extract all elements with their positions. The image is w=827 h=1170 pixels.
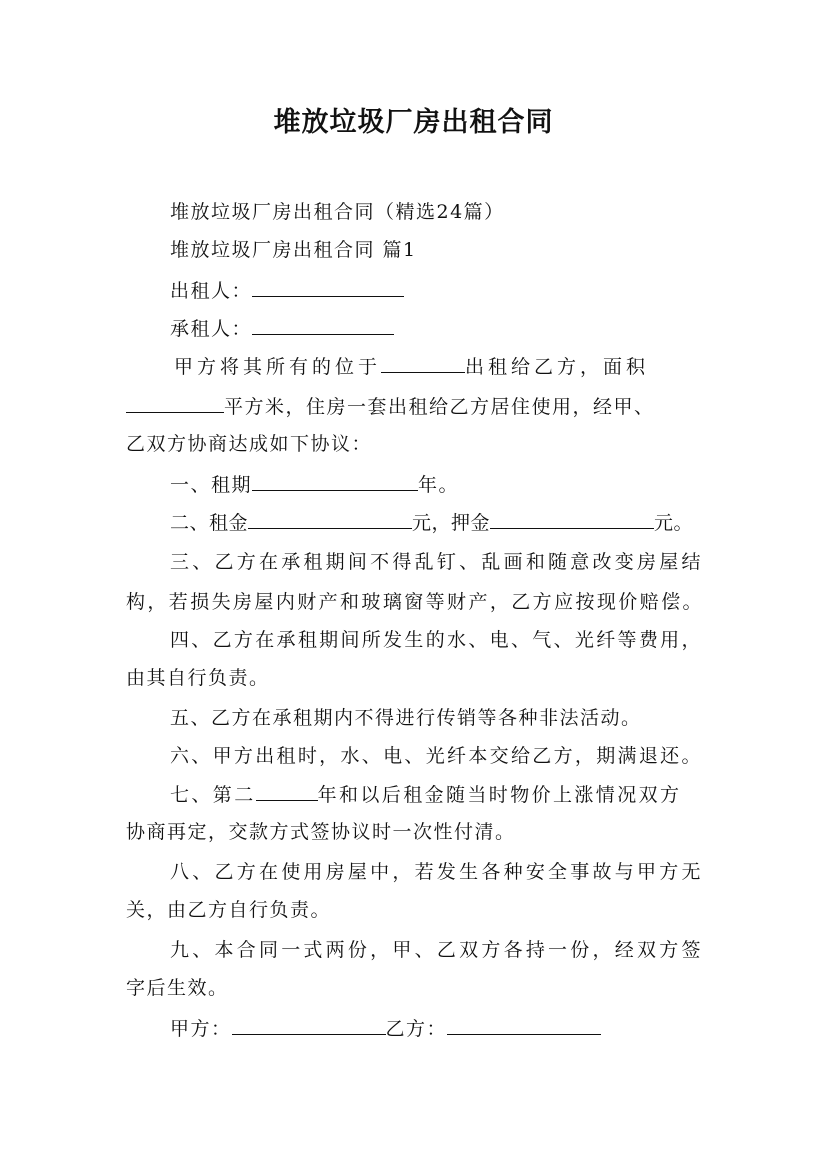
subtitle-line: 堆放垃圾厂房出租合同（精选24篇） — [170, 201, 505, 223]
clause-8-line-2: 关，由乙方自行负责。 — [126, 899, 332, 921]
clause-1-text-b: 年。 — [418, 474, 460, 496]
intro-text-c: 平方米，住房一套出租给乙方居住使用，经甲、 — [224, 396, 655, 418]
lessor-line — [170, 278, 404, 303]
clause-5: 五、乙方在承租期内不得进行传销等各种非法活动。 — [170, 707, 642, 729]
clause-1 — [170, 472, 459, 497]
clause-2 — [170, 510, 693, 535]
clause-4-line-2: 由其自行负责。 — [126, 667, 270, 689]
party-b-signature-blank — [447, 1016, 601, 1035]
location-blank — [381, 354, 465, 373]
clause-3-line-1: 三、乙方在承租期间不得乱钉、乱画和随意改变房屋结 — [170, 551, 702, 573]
clause-7-text-a: 七、第二 — [170, 784, 256, 806]
area-blank — [126, 394, 224, 413]
term-blank — [252, 472, 418, 491]
clause-7-line-1 — [170, 782, 681, 807]
rent-blank — [248, 510, 412, 529]
clause-3-line-2: 构，若损失房屋内财产和玻璃窗等财产，乙方应按现价赔偿。 — [126, 591, 702, 613]
lessor-blank — [252, 278, 404, 297]
intro-text-a: 甲方将其所有的位于 — [174, 356, 382, 378]
clause-9-line-1: 九、本合同一式两份，甲、乙双方各持一份，经双方签 — [170, 939, 702, 961]
signature-line — [170, 1016, 601, 1041]
intro-line-2 — [126, 394, 655, 419]
document-title: 堆放垃圾厂房出租合同 — [273, 107, 554, 138]
clause-1-text-a: 一、租期 — [170, 474, 253, 496]
clause-7-line-2: 协商再定，交款方式签协议时一次性付清。 — [126, 821, 516, 843]
clause-6: 六、甲方出租时，水、电、光纤本交给乙方，期满退还。 — [170, 745, 702, 767]
clause-9-line-2: 字后生效。 — [126, 977, 229, 999]
clause-2-text-b: 元，押金 — [412, 512, 491, 534]
party-a-signature-blank — [232, 1016, 386, 1035]
intro-line-3: 乙双方协商达成如下协议： — [126, 433, 373, 455]
intro-line-1 — [174, 354, 649, 379]
year-blank — [256, 782, 318, 801]
intro-text-b: 出租给乙方，面积 — [465, 356, 650, 378]
clause-4-line-1: 四、乙方在承租期间所发生的水、电、气、光纤等费用， — [170, 629, 702, 651]
party-a-label: 甲方： — [170, 1018, 232, 1040]
lessee-line — [170, 316, 394, 341]
clause-7-text-b: 年和以后租金随当时物价上涨情况双方 — [317, 784, 682, 806]
deposit-blank — [490, 510, 654, 529]
lessee-blank — [252, 316, 394, 335]
lessee-label: 承租人： — [170, 318, 253, 340]
lessor-label: 出租人： — [170, 280, 253, 302]
section-heading: 堆放垃圾厂房出租合同 篇1 — [170, 239, 417, 261]
clause-8-line-1: 八、乙方在使用房屋中，若发生各种安全事故与甲方无 — [170, 861, 702, 883]
clause-2-text-c: 元。 — [654, 512, 694, 534]
clause-2-text-a: 二、租金 — [170, 512, 249, 534]
party-b-label: 乙方： — [385, 1018, 448, 1040]
